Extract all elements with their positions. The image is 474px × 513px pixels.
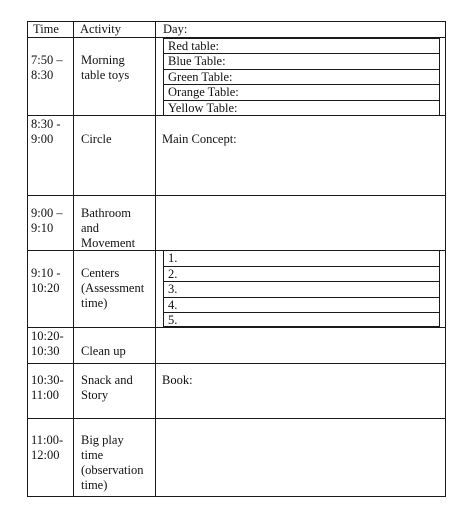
slot-line xyxy=(439,250,440,327)
header-activity: Activity xyxy=(80,22,121,36)
slot-line xyxy=(163,266,440,267)
slot-line xyxy=(163,250,440,251)
numbered-slot: 5. xyxy=(168,313,178,327)
row-time: 10:20- 10:30 xyxy=(31,329,64,358)
row-activity: Centers (Assessment time) xyxy=(81,266,145,310)
grid-line xyxy=(27,418,446,419)
row-activity: Circle xyxy=(81,132,112,146)
grid-line xyxy=(27,21,28,497)
grid-line xyxy=(27,195,446,196)
row-note: Main Concept: xyxy=(162,132,237,146)
slot-line xyxy=(163,326,440,327)
row-activity: Snack and Story xyxy=(81,373,133,402)
row-time: 11:00- 12:00 xyxy=(31,433,64,462)
grid-line xyxy=(445,21,446,497)
header-day: Day: xyxy=(163,22,188,36)
numbered-slot: 4. xyxy=(168,298,178,312)
table-slot-orange: Orange Table: xyxy=(168,85,239,99)
slot-line xyxy=(163,312,440,313)
slot-line xyxy=(163,281,440,282)
table-slot-yellow: Yellow Table: xyxy=(168,101,238,115)
row-time: 9:00 – 9:10 xyxy=(31,206,63,235)
numbered-slot: 2. xyxy=(168,267,178,281)
grid-line xyxy=(27,115,446,116)
row-time: 7:50 – 8:30 xyxy=(31,53,63,82)
table-slot-green: Green Table: xyxy=(168,70,233,84)
row-time: 9:10 - 10:20 xyxy=(31,266,61,295)
grid-line xyxy=(155,21,156,497)
grid-line xyxy=(27,496,446,497)
row-activity: Big play time (observation time) xyxy=(81,433,144,492)
table-slot-red: Red table: xyxy=(168,39,220,53)
slot-line xyxy=(163,297,440,298)
slot-line xyxy=(439,38,440,115)
header-time: Time xyxy=(33,22,59,36)
numbered-slot: 1. xyxy=(168,251,178,265)
grid-line xyxy=(27,327,446,328)
row-activity: Morning table toys xyxy=(81,53,130,82)
row-time: 10:30- 11:00 xyxy=(31,373,64,402)
grid-line xyxy=(27,363,446,364)
row-time: 8:30 - 9:00 xyxy=(31,117,61,146)
table-slot-blue: Blue Table: xyxy=(168,54,226,68)
slot-line xyxy=(163,38,164,115)
numbered-slot: 3. xyxy=(168,282,178,296)
row-activity: Bathroom and Movement xyxy=(81,206,136,250)
grid-line xyxy=(73,21,74,497)
slot-line xyxy=(163,250,164,327)
row-note: Book: xyxy=(162,373,193,387)
row-activity: Clean up xyxy=(81,344,126,358)
